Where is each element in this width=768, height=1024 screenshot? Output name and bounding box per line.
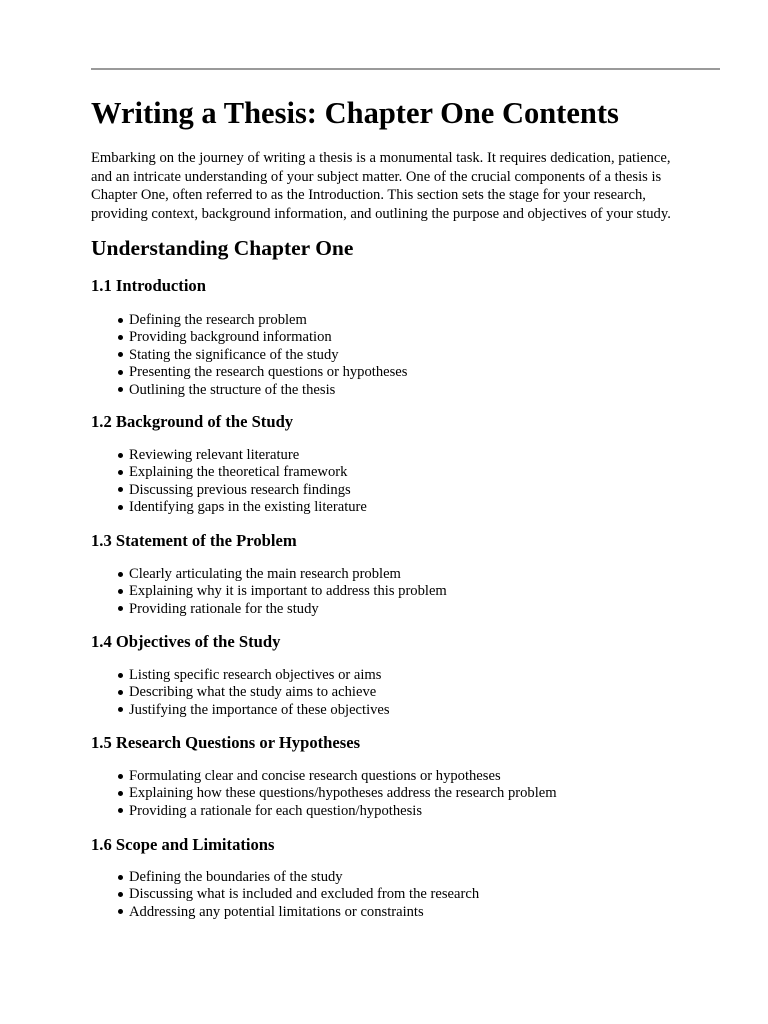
subsection-heading-introduction: 1.1 Introduction	[91, 276, 206, 295]
list-item	[115, 482, 367, 499]
page-title: Writing a Thesis: Chapter One Contents	[91, 96, 619, 130]
list-item	[115, 382, 407, 399]
subsection-heading-problem: 1.3 Statement of the Problem	[91, 531, 297, 550]
bullet-icon	[118, 606, 123, 611]
list-item-text: Defining the research problem	[129, 312, 307, 328]
list-item	[115, 566, 447, 583]
bullet-icon	[118, 892, 123, 897]
subsection-heading-objectives: 1.4 Objectives of the Study	[91, 632, 281, 651]
list-item-text: Discussing previous research findings	[129, 481, 351, 498]
bullet-icon	[118, 370, 123, 375]
list-item	[115, 667, 390, 684]
intro-line: Embarking on the journey of writing a thesis is a monumental task. It requires dedication, patience,	[91, 150, 671, 166]
subsection-heading-scope: 1.6 Scope and Limitations	[91, 835, 275, 854]
bullet-icon	[118, 453, 123, 458]
list-item	[115, 464, 367, 481]
intro-line: providing context, background information, and outlining the purpose and objectives of your study.	[91, 205, 671, 222]
list-item	[115, 702, 390, 719]
list-item	[115, 684, 390, 701]
bullet-icon	[118, 589, 123, 594]
list-item-text: Identifying gaps in the existing literature	[129, 499, 367, 516]
list-item-text: Formulating clear and concise research questions or hypotheses	[129, 768, 501, 784]
bullet-icon	[118, 335, 123, 340]
bullet-icon	[118, 707, 123, 712]
section-heading: Understanding Chapter One	[91, 236, 354, 260]
list-item-text: Listing specific research objectives or aims	[129, 667, 382, 683]
intro-line: and an intricate understanding of your subject matter. One of the crucial components of a thesis is	[91, 168, 662, 185]
list-item	[115, 601, 447, 618]
bullet-icon	[118, 387, 123, 392]
list-item	[115, 364, 407, 381]
bullet-icon	[118, 505, 123, 510]
bullet-icon	[118, 572, 123, 577]
list-item	[115, 312, 407, 329]
list-item-text: Justifying the importance of these objectives	[129, 701, 390, 718]
list-item	[115, 803, 557, 820]
bullet-icon	[118, 470, 123, 475]
subsection-heading-research-questions: 1.5 Research Questions or Hypotheses	[91, 733, 361, 752]
list-item	[115, 904, 479, 921]
subsection-heading-background: 1.2 Background of the Study	[91, 412, 294, 431]
list-item-text: Providing rationale for the study	[129, 600, 319, 617]
intro-paragraph	[91, 149, 720, 223]
bullet-list-introduction	[115, 312, 407, 399]
list-item-text: Discussing what is included and excluded from the research	[129, 886, 480, 903]
list-item	[115, 447, 367, 464]
list-item-text: Outlining the structure of the thesis	[129, 381, 336, 398]
bullet-icon	[118, 791, 123, 796]
top-divider	[91, 68, 720, 70]
list-item-text: Explaining the theoretical framework	[129, 464, 348, 481]
bullet-icon	[118, 673, 123, 678]
list-item-text: Addressing any potential limitations or constraints	[129, 903, 424, 920]
bullet-icon	[118, 909, 123, 914]
bullet-list-background	[115, 447, 367, 517]
list-item	[115, 499, 367, 516]
bullet-icon	[118, 808, 123, 813]
list-item-text: Explaining how these questions/hypotheses address the research problem	[129, 785, 557, 802]
bullet-icon	[118, 875, 123, 880]
list-item-text: Stating the significance of the study	[129, 346, 339, 363]
bullet-icon	[118, 774, 123, 779]
bullet-icon	[118, 487, 123, 492]
bullet-list-scope	[115, 869, 479, 921]
list-item	[115, 583, 447, 600]
bullet-icon	[118, 690, 123, 695]
list-item-text: Reviewing relevant literature	[129, 447, 300, 463]
list-item	[115, 869, 479, 886]
list-item-text: Defining the boundaries of the study	[129, 869, 343, 885]
list-item-text: Explaining why it is important to address this problem	[129, 583, 447, 600]
bullet-list-objectives	[115, 667, 390, 719]
list-item-text: Presenting the research questions or hypotheses	[129, 364, 408, 381]
list-item-text: Describing what the study aims to achieve	[129, 684, 377, 701]
list-item-text: Clearly articulating the main research problem	[129, 566, 401, 582]
list-item	[115, 329, 407, 346]
intro-line: Chapter One, often referred to as the Introduction. This section sets the stage for your research,	[91, 187, 646, 203]
list-item	[115, 768, 557, 785]
bullet-list-research-questions	[115, 768, 557, 820]
list-item	[115, 347, 407, 364]
bullet-icon	[118, 318, 123, 323]
list-item-text: Providing background information	[129, 329, 332, 346]
list-item	[115, 886, 479, 903]
bullet-icon	[118, 352, 123, 357]
bullet-list-problem	[115, 566, 447, 618]
list-item	[115, 785, 557, 802]
list-item-text: Providing a rationale for each question/hypothesis	[129, 802, 423, 819]
